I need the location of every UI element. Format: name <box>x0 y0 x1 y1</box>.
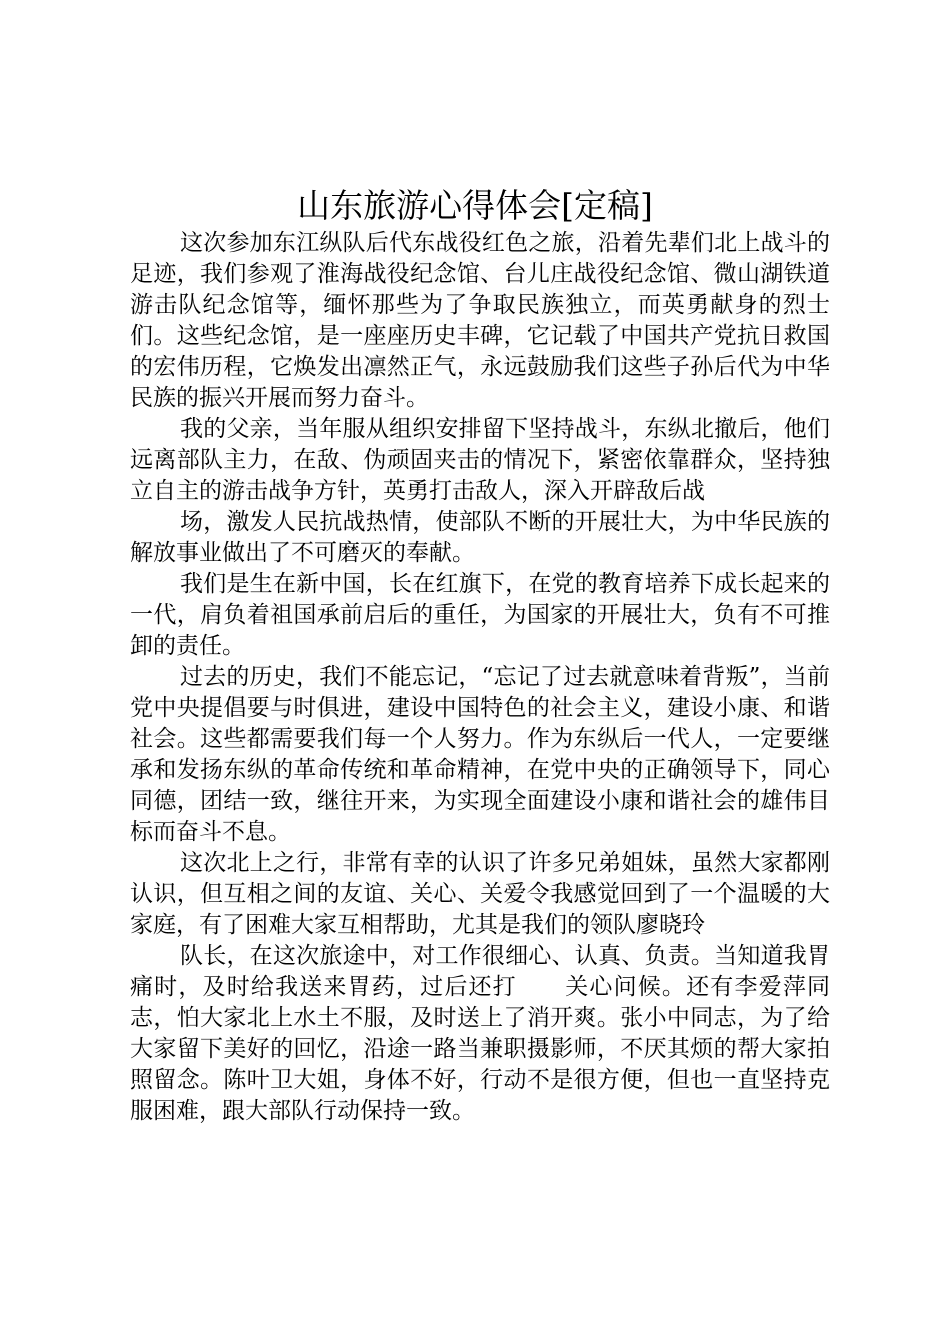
paragraph: 这次参加东江纵队后代东战役红色之旅，沿着先辈们北上战斗的足迹，我们参观了淮海战役纪念馆、台儿庄战役纪念馆、微山湖铁道游击队纪念馆等，缅怀那些为了争取民族独立，而英勇献身的烈士们。这些纪念馆，是一座座历史丰碑，它记载了中国共产党抗日救国的宏伟历程，它焕发出凛然正气，永远鼓励我们这些子孙后代为中华民族的振兴开展而努力奋斗。 <box>130 230 830 411</box>
paragraph: 我的父亲，当年服从组织安排留下坚持战斗，东纵北撤后，他们远离部队主力，在敌、伪顽固夹击的情况下，紧密依靠群众，坚持独立自主的游击战争方针，英勇打击敌人，深入开辟敌后战 <box>130 416 830 504</box>
paragraph: 这次北上之行，非常有幸的认识了许多兄弟姐妹，虽然大家都刚认识，但互相之间的友谊、关心、关爱令我感觉回到了一个温暖的大家庭，有了困难大家互相帮助，尤其是我们的领队廖晓玲 <box>130 850 830 938</box>
document-title: 山东旅游心得体会[定稿] <box>297 186 653 225</box>
paragraph: 我们是生在新中国，长在红旗下，在党的教育培养下成长起来的一代，肩负着祖国承前启后的重任，为国家的开展壮大，负有不可推卸的责任。 <box>130 571 830 659</box>
document-body <box>130 228 830 1127</box>
paragraph: 过去的历史，我们不能忘记，“忘记了过去就意味着背叛”，当前党中央提倡要与时俱进，建设中国特色的社会主义，建设小康、和谐社会。这些都需要我们每一个人努力。作为东纵后一代人，一定要继承和发扬东纵的革命传统和革命精神，在党中央的正确领导下，同心同德，团结一致，继往开来，为实现全面建设小康和谐社会的雄伟目标而奋斗不息。 <box>130 664 830 845</box>
paragraph: 队长，在这次旅途中，对工作很细心、认真、负责。当知道我胃痛时，及时给我送来胃药，过后还打 关心问候。还有李爱萍同志，怕大家北上水土不服，及时送上了消开爽。张小中同志，为了给大家留下美好的回忆，沿途一路当兼职摄影师，不厌其烦的帮大家拍照留念。陈叶卫大姐，身体不好，行动不是很方便，但也一直坚持克服困难，跟大部队行动保持一致。 <box>130 943 830 1124</box>
paragraph: 场，激发人民抗战热情，使部队不断的开展壮大，为中华民族的解放事业做出了不可磨灭的奉献。 <box>130 509 830 566</box>
